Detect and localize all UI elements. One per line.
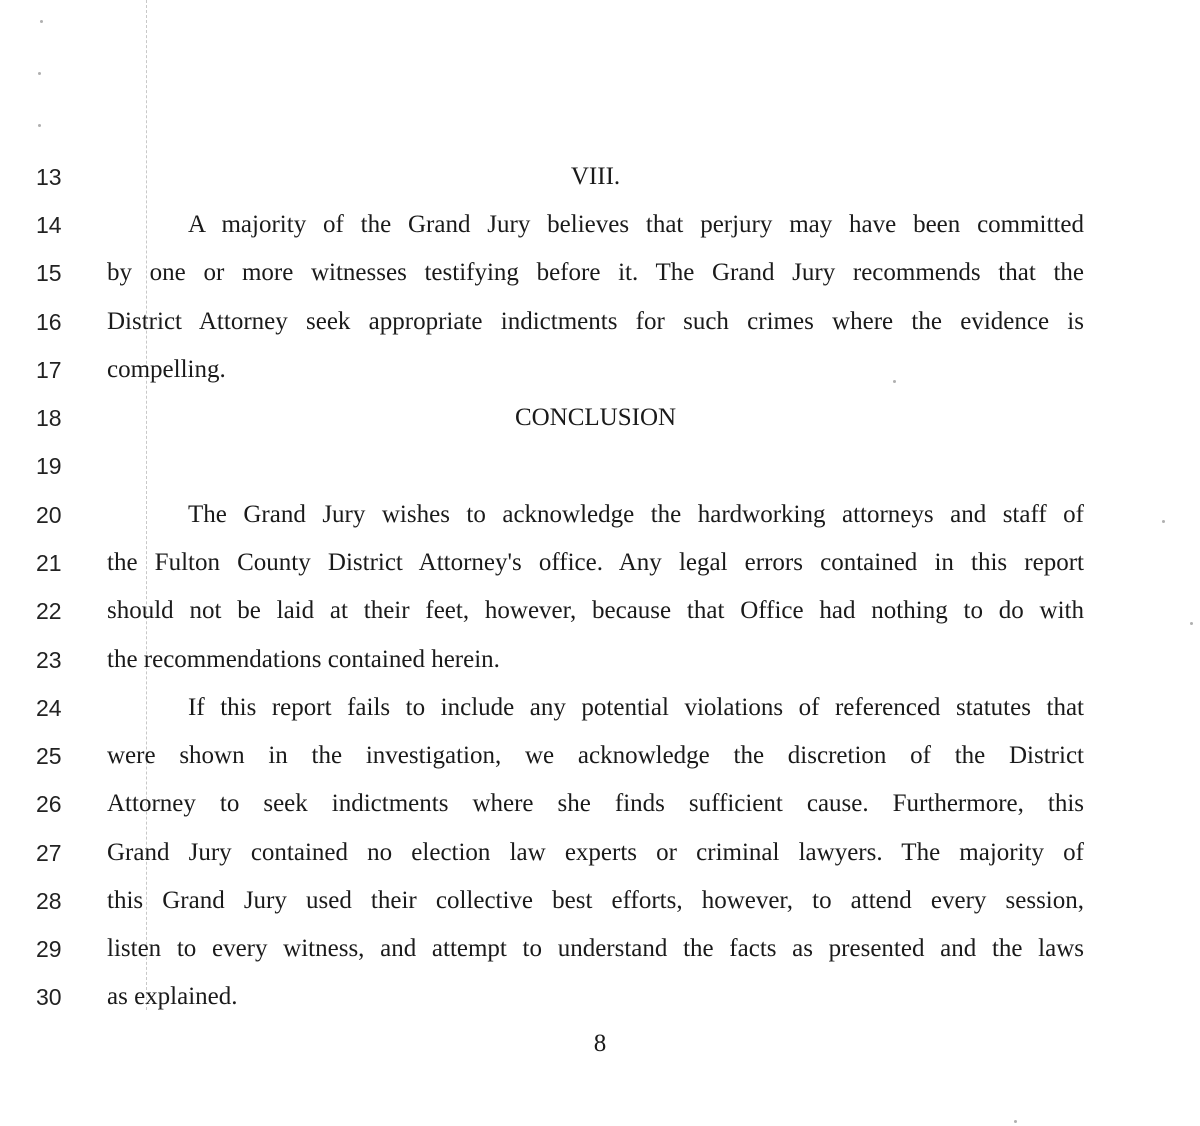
line-text: Grand Jury contained no election law experts or criminal lawyers. The majority of	[107, 839, 1084, 866]
scan-speck	[1014, 1120, 1017, 1123]
conclusion-heading: CONCLUSION	[514, 404, 677, 431]
line-number: 20	[36, 502, 62, 528]
line-text: the recommendations contained herein.	[107, 646, 500, 673]
line-number: 19	[36, 453, 62, 479]
line-number: 16	[36, 309, 62, 335]
line-text: as explained.	[107, 983, 238, 1010]
line-number: 14	[36, 212, 62, 238]
line-number: 27	[36, 840, 62, 866]
line-number: 18	[36, 405, 62, 431]
line-text: listen to every witness, and attempt to understand the facts as presented and the laws	[107, 935, 1084, 962]
scan-speck	[40, 20, 43, 23]
line-text: compelling.	[107, 356, 226, 383]
line-text: The Grand Jury wishes to acknowledge the hardworking attorneys and staff of	[188, 501, 1084, 528]
line-number: 30	[36, 984, 62, 1010]
line-number: 26	[36, 791, 62, 817]
line-number: 28	[36, 888, 62, 914]
scan-speck	[1162, 520, 1165, 523]
line-number: 22	[36, 598, 62, 624]
line-number: 21	[36, 550, 62, 576]
line-text: should not be laid at their feet, however, because that Office had nothing to do with	[107, 597, 1084, 624]
scan-speck	[1190, 622, 1193, 625]
line-text: If this report fails to include any potential violations of referenced statutes that	[188, 694, 1084, 721]
line-text: Attorney to seek indictments where she finds sufficient cause. Furthermore, this	[107, 790, 1084, 817]
section-heading: VIII.	[570, 163, 621, 190]
line-number: 13	[36, 164, 62, 190]
line-text: by one or more witnesses testifying before it. The Grand Jury recommends that the	[107, 259, 1084, 286]
line-number: 25	[36, 743, 62, 769]
scan-speck	[38, 72, 41, 75]
line-number: 17	[36, 357, 62, 383]
line-text: A majority of the Grand Jury believes that perjury may have been committed	[188, 211, 1084, 238]
line-number: 15	[36, 260, 62, 286]
line-text: District Attorney seek appropriate indictments for such crimes where the evidence is	[107, 308, 1084, 335]
line-text: the Fulton County District Attorney's office. Any legal errors contained in this report	[107, 549, 1084, 576]
line-number: 23	[36, 647, 62, 673]
line-number: 29	[36, 936, 62, 962]
line-text: this Grand Jury used their collective best efforts, however, to attend every session,	[107, 887, 1084, 914]
scan-speck	[893, 380, 896, 383]
page-number: 8	[593, 1030, 607, 1057]
scan-speck	[38, 124, 41, 127]
line-text: were shown in the investigation, we acknowledge the discretion of the District	[107, 742, 1084, 769]
line-number: 24	[36, 695, 62, 721]
